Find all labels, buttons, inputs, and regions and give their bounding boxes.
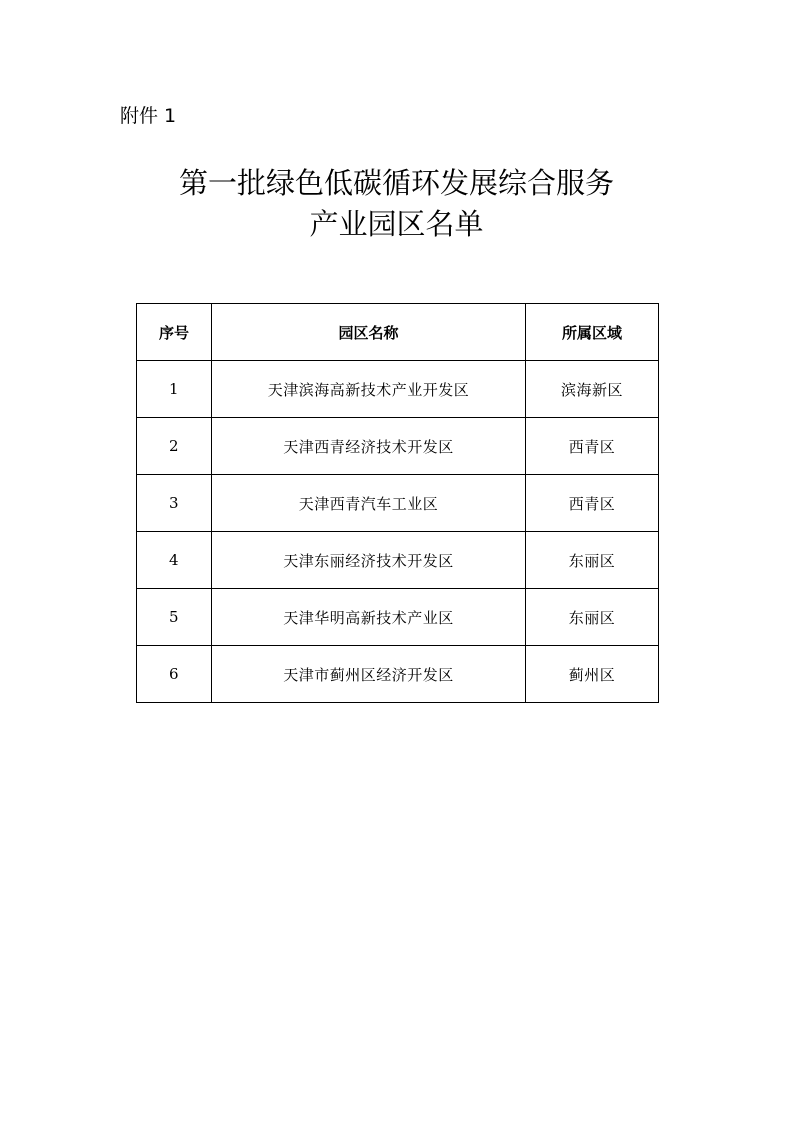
cell-serial-number: 4 <box>137 532 212 589</box>
park-list-table <box>136 303 659 703</box>
header-serial-number: 序号 <box>137 304 212 361</box>
cell-region: 东丽区 <box>526 589 659 646</box>
document-title-line2: 产业园区名单 <box>309 207 484 241</box>
table-row <box>137 418 659 475</box>
cell-serial-number: 1 <box>137 361 212 418</box>
cell-park-name: 天津滨海高新技术产业开发区 <box>212 361 526 418</box>
table-header-row <box>137 304 659 361</box>
header-region: 所属区域 <box>526 304 659 361</box>
attachment-label: 附件 1 <box>120 105 177 127</box>
table-row <box>137 361 659 418</box>
cell-park-name: 天津西青汽车工业区 <box>212 475 526 532</box>
cell-serial-number: 5 <box>137 589 212 646</box>
cell-park-name: 天津东丽经济技术开发区 <box>212 532 526 589</box>
cell-serial-number: 6 <box>137 646 212 703</box>
cell-park-name: 天津市蓟州区经济开发区 <box>212 646 526 703</box>
cell-serial-number: 3 <box>137 475 212 532</box>
cell-region: 西青区 <box>526 475 659 532</box>
table-row <box>137 532 659 589</box>
cell-park-name: 天津西青经济技术开发区 <box>212 418 526 475</box>
cell-region: 滨海新区 <box>526 361 659 418</box>
table-row <box>137 589 659 646</box>
table-row <box>137 475 659 532</box>
cell-region: 西青区 <box>526 418 659 475</box>
table-row <box>137 646 659 703</box>
cell-park-name: 天津华明高新技术产业区 <box>212 589 526 646</box>
document-title-line1: 第一批绿色低碳循环发展综合服务 <box>178 166 614 200</box>
cell-region: 东丽区 <box>526 532 659 589</box>
cell-serial-number: 2 <box>137 418 212 475</box>
cell-region: 蓟州区 <box>526 646 659 703</box>
header-park-name: 园区名称 <box>212 304 526 361</box>
